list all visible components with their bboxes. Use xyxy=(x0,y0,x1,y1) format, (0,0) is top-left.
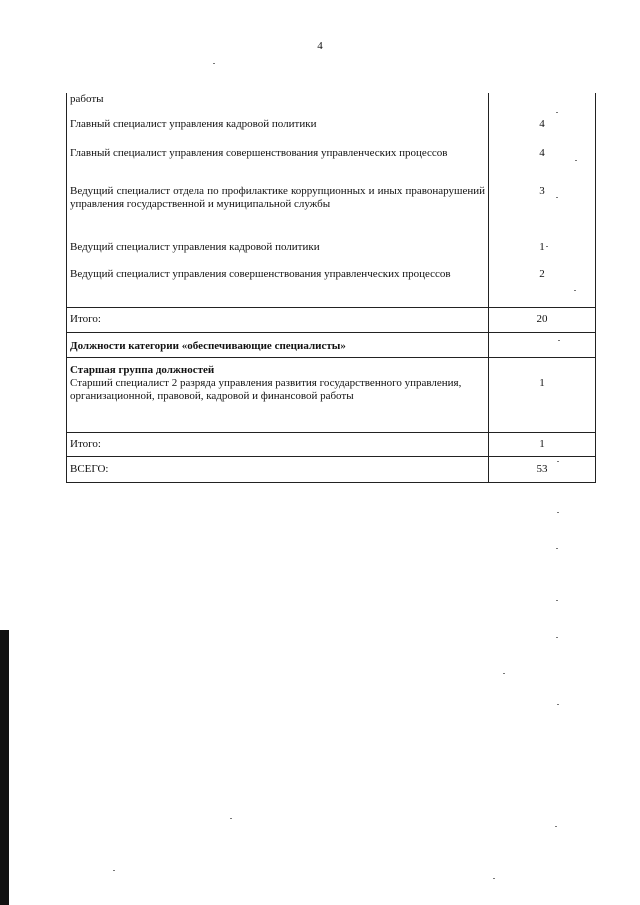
scan-speck xyxy=(493,878,495,879)
staff-positions-table xyxy=(66,93,596,483)
scan-speck xyxy=(575,160,577,161)
table-row xyxy=(67,241,596,268)
scan-speck xyxy=(113,870,115,871)
scan-speck xyxy=(556,600,558,601)
total-row xyxy=(67,433,596,457)
position-name: Главный специалист управления кадровой политики xyxy=(67,118,489,147)
total-count: 20 xyxy=(489,307,596,332)
position-name: Ведущий специалист отдела по профилактике коррупционных и иных правонарушений управления государственной и муниципальной службы xyxy=(67,185,489,241)
grand-total-count: 53 xyxy=(489,457,596,483)
scan-speck xyxy=(556,548,558,549)
total-label: Итого: xyxy=(67,307,489,332)
grand-total-row xyxy=(67,457,596,483)
scan-speck xyxy=(557,461,559,462)
position-count xyxy=(489,93,596,118)
table-row xyxy=(67,93,596,118)
position-name: Главный специалист управления совершенствования управленческих процессов xyxy=(67,147,489,185)
total-row xyxy=(67,307,596,332)
scan-speck xyxy=(556,112,558,113)
position-count: 4 xyxy=(489,147,596,185)
table-row xyxy=(67,268,596,307)
total-label: Итого: xyxy=(67,433,489,457)
scan-speck xyxy=(557,512,559,513)
position-count: 3 xyxy=(489,185,596,241)
grand-total-label: ВСЕГО: xyxy=(67,457,489,483)
scan-speck xyxy=(556,197,558,198)
scan-speck xyxy=(556,637,558,638)
scan-speck xyxy=(555,826,557,827)
position-count: 1 xyxy=(489,377,596,433)
page-number: 4 xyxy=(317,40,323,52)
scan-speck xyxy=(230,818,232,819)
group-count xyxy=(489,357,596,377)
category-count xyxy=(489,332,596,357)
table-row xyxy=(67,118,596,147)
scan-speck xyxy=(546,246,548,247)
scan-speck xyxy=(213,63,215,64)
position-count: 4 xyxy=(489,118,596,147)
position-count: 1 xyxy=(489,241,596,268)
position-name: Ведущий специалист управления кадровой политики xyxy=(67,241,489,268)
table-row xyxy=(67,147,596,185)
table-row xyxy=(67,185,596,241)
position-count: 2 xyxy=(489,268,596,307)
category-row xyxy=(67,332,596,357)
scan-speck xyxy=(503,673,505,674)
scan-speck xyxy=(558,340,560,341)
group-row xyxy=(67,357,596,377)
group-heading: Старшая группа должностей xyxy=(67,357,489,377)
scan-speck xyxy=(557,704,559,705)
scan-edge-shadow xyxy=(0,630,9,905)
category-heading: Должности категории «обеспечивающие специалисты» xyxy=(67,332,489,357)
position-name: Ведущий специалист управления совершенствования управленческих процессов xyxy=(67,268,489,307)
total-count: 1 xyxy=(489,433,596,457)
position-name: работы xyxy=(67,93,489,118)
position-name: Старший специалист 2 разряда управления развития государственного управления, организационной, правовой, кадровой и финансовой работы xyxy=(67,377,489,433)
table-row xyxy=(67,377,596,433)
scan-speck xyxy=(574,290,576,291)
